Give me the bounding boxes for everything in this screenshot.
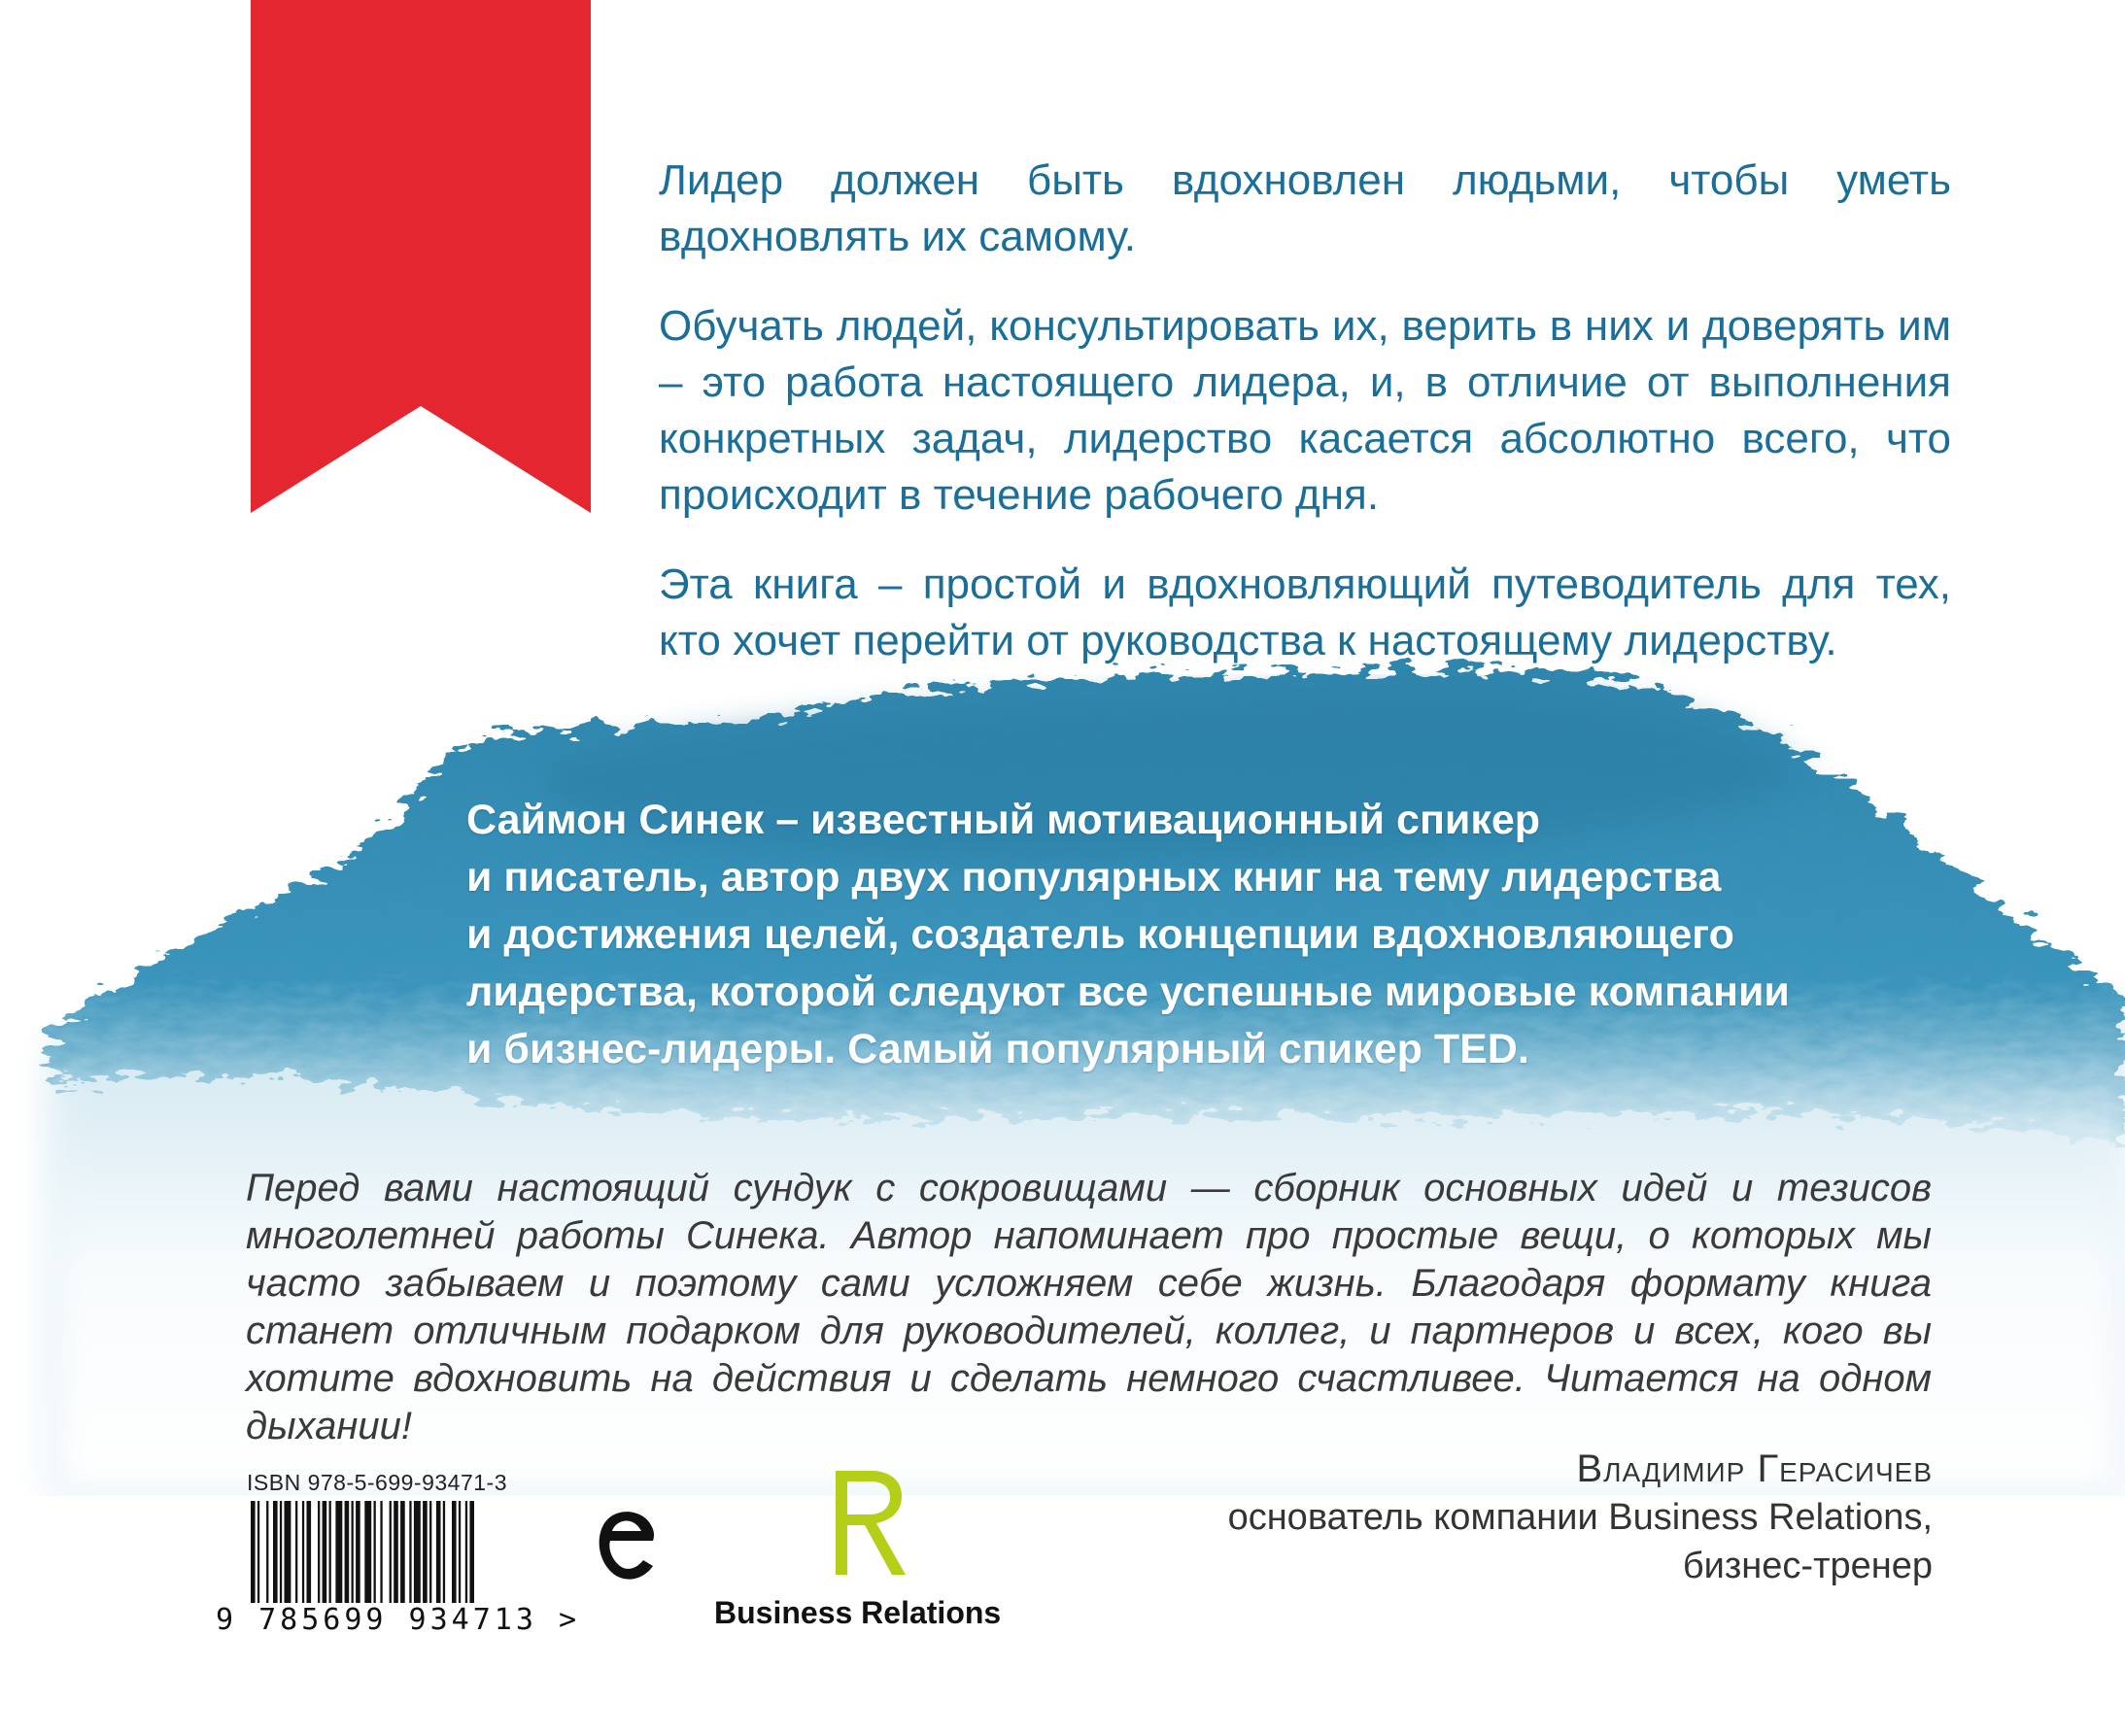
intro-text-block: [659, 153, 1951, 702]
bio-line: Саймон Синек – известный мотивационный спикер: [466, 797, 1541, 843]
reviewer-role-2: бизнес-тренер: [1682, 1546, 1933, 1586]
intro-paragraph-1: Лидер должен быть вдохновлен людьми, чтобы уметь вдохновлять их самому.: [659, 156, 1951, 260]
bio-line: и писатель, автор двух популярных книг на тему лидерства: [466, 854, 1722, 901]
author-bio: [466, 792, 1934, 1078]
review-attribution: [1228, 1445, 1933, 1590]
isbn-label: ISBN 978-5-699-93471-3: [247, 1470, 507, 1495]
bio-line: лидерства, которой следуют все успешные мировые компании: [466, 969, 1790, 1015]
business-relations-label: Business Relations: [714, 1595, 1002, 1630]
intro-paragraph-3: Эта книга – простой и вдохновляющий путеводитель для тех, кто хочет перейти от руководства к настоящему лидерству.: [659, 561, 1951, 664]
barcode-digits: 9 785699 934713 >: [216, 1603, 581, 1637]
reviewer-role: основатель компании Business Relations,: [1227, 1497, 1933, 1538]
intro-paragraph-2: Обучать людей, консультировать их, верить в них и доверять им – это работа настоящего лидера, и, в отличие от выполнения конкретных задач, лидерство касается абсолютно всего, что происходит в течение рабочего дня.: [659, 302, 1951, 519]
bio-line: и бизнес-лидеры. Самый популярный спикер TED.: [466, 1026, 1529, 1072]
review-quote: Перед вами настоящий сундук с сокровищами — сборник основных идей и тезисов многолетней работы Синека. Автор напоминает про простые вещи, о которых мы часто забываем и поэтому сами усложняем себе жизнь. Благодаря формату книга станет отличным подарком для руководителей, коллег, и партнеров и всех, кого вы хотите вдохновить на действия и сделать немного счастливее. Читается на одном дыхании!: [246, 1167, 1932, 1447]
eksmo-e-icon: [595, 1504, 659, 1585]
reviewer-name: Владимир Герасичев: [1576, 1447, 1933, 1490]
bio-line: и достижения целей, создатель концепции вдохновляющего: [466, 911, 1734, 958]
business-relations-r-icon: [828, 1467, 915, 1579]
